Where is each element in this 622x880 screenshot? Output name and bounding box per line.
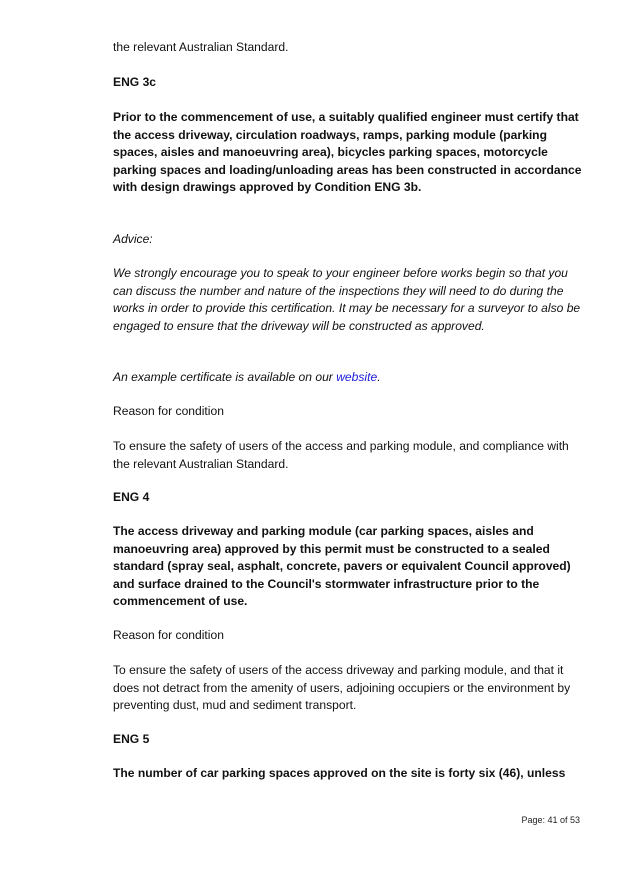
website-link[interactable]: website [336,370,378,384]
page-number: Page: 41 of 53 [521,815,580,825]
continuation-text: the relevant Australian Standard. [113,40,289,54]
reason-label: Reason for condition [113,404,224,418]
example-period: . [377,370,381,384]
reason-label: Reason for condition [113,628,224,642]
eng-3c-condition: Prior to the commencement of use, a suitably qualified engineer must certify that the access driveway, circulation roadways, ramps, parking module (parking spaces, aisles and manoeuvring area), bicycles parking spaces, motorcycle parking spaces and loading/unloading areas has been constructed in accordance with design drawings approved by Condition ENG 3b. [113,110,582,194]
heading-eng-3c: ENG 3c [113,75,157,89]
heading-eng-5: ENG 5 [113,732,150,746]
heading-eng-4: ENG 4 [113,490,150,504]
reason-body: To ensure the safety of users of the access and parking module, and compliance with the relevant Australian Standard. [113,439,569,471]
eng-4-condition: The access driveway and parking module (car parking spaces, aisles and manoeuvring area) approved by this permit must be constructed to a sealed standard (spray seal, asphalt, concrete, pavers or equivalent Council approved) and surface drained to the Council's stormwater infrastructure prior to the commencement of use. [113,524,571,608]
reason-body: To ensure the safety of users of the access driveway and parking module, and that it does not detract from the amenity of users, adjoining occupiers or the environment by preventing dust, mud and sediment transport. [113,663,571,712]
advice-body: We strongly encourage you to speak to your engineer before works begin so that you can discuss the number and nature of the inspections they will need to do during the works in order to provide this certification. It may be necessary for a surveyor to also be engaged to ensure that the driveway will be constructed as approved. [113,266,581,333]
advice-label: Advice: [113,232,153,246]
example-certificate-line [113,369,583,387]
eng-5-condition: The number of car parking spaces approved on the site is forty six (46), unless [113,766,566,780]
example-text: An example certificate is available on our [113,370,337,384]
